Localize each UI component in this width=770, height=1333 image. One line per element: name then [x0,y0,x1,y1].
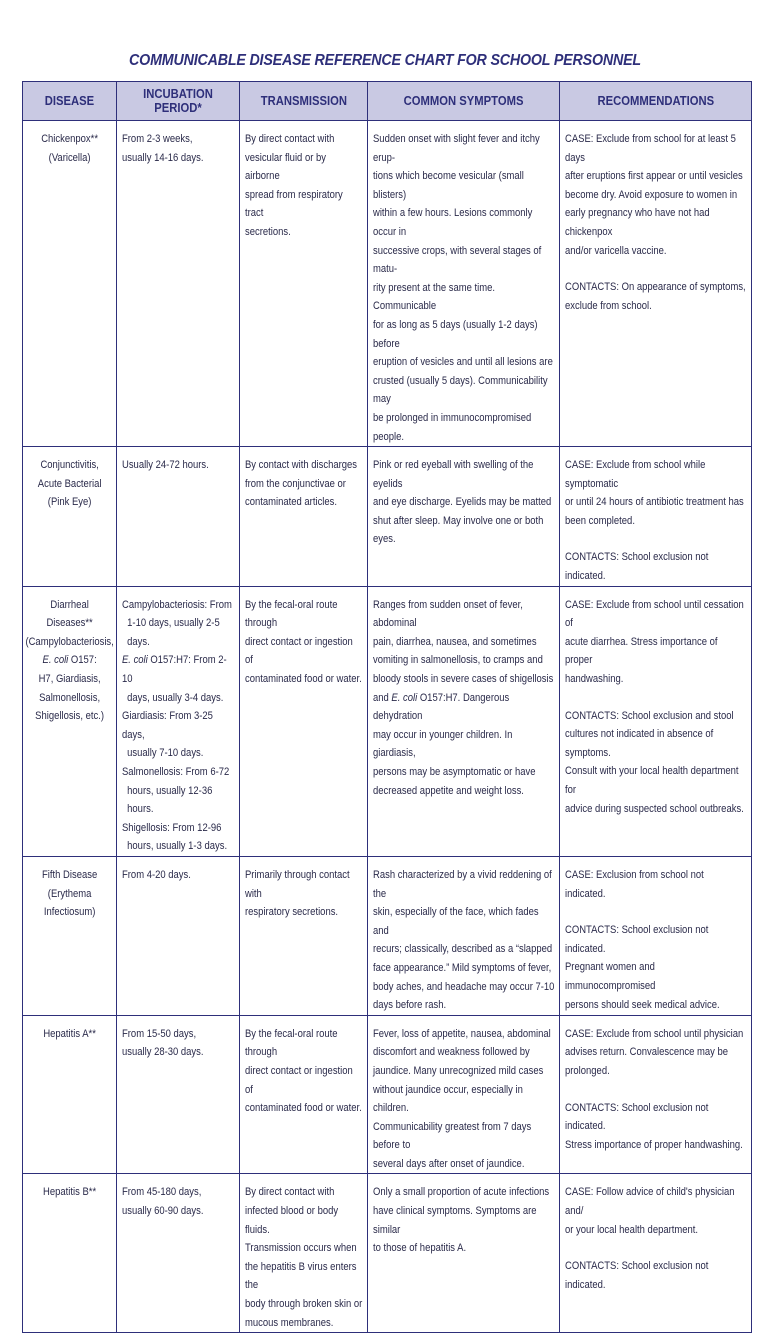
contacts-recommendation-line: exclude from school. [565,299,652,312]
disease-reference-table [22,81,752,1333]
transmission-line: contaminated food or water. [245,1102,362,1115]
cell-symptoms [368,1015,560,1174]
case-recommendation-line: handwashing. [565,673,624,686]
contacts-recommendation-line: advice during suspected school outbreaks. [565,802,744,815]
cell-symptoms [368,121,560,447]
symptoms-line: discomfort and weakness followed by [373,1046,530,1059]
disease-name-line: (Pink Eye) [47,496,92,509]
incubation-line: From 15-50 days, [122,1027,197,1040]
transmission-line: secretions. [245,225,291,238]
cell-incubation [117,1174,240,1333]
contacts-recommendation-line: CONTACTS: School exclusion not indicated. [565,924,709,955]
incubation-line: Usually 24-72 hours. [122,459,209,472]
case-recommendation-line: or your local health department. [565,1223,699,1236]
page-title: COMMUNICABLE DISEASE REFERENCE CHART FOR SCHOOL PERSONNEL [129,52,641,69]
contacts-recommendation-line: Stress importance of proper handwashing. [565,1138,743,1151]
incubation-line: Shigellosis: From 12-96 [122,821,222,834]
cell-disease [23,586,117,856]
spacer [565,689,747,707]
cell-disease [23,121,117,447]
spacer [565,903,747,921]
incubation-line: Campylobacteriosis: From [122,598,232,611]
symptoms-line: pain, diarrhea, nausea, and sometimes [373,635,537,648]
symptoms-line: may occur in younger children. In giardiasis, [373,728,513,760]
symptoms-line: have clinical symptoms. Symptoms are similar [373,1205,537,1236]
contacts-recommendation-line: CONTACTS: On appearance of symptoms, [565,281,746,294]
case-recommendation-line: CASE: Exclude from school until cessation of [565,598,744,630]
cell-recommendations [560,447,752,587]
disease-name-line: Diarrheal [50,598,89,611]
transmission-line: contaminated articles. [245,496,338,509]
incubation-line: hours, usually 12-36 hours. [127,784,213,816]
case-recommendation-line: and/or varicella vaccine. [565,244,667,257]
header-transmission: TRANSMISSION [240,82,368,121]
incubation-line: hours, usually 1-3 days. [127,840,228,853]
incubation-line: usually 14-16 days. [122,151,204,164]
transmission-line: the hepatitis B virus enters the [245,1260,357,1292]
disease-name-line: Shigellosis, etc.) [35,710,104,723]
incubation-line: usually 60-90 days. [122,1205,204,1218]
transmission-line: contaminated food or water. [245,673,362,686]
cell-incubation [117,586,240,856]
disease-name-line: Salmonellosis, [39,691,101,704]
symptoms-line: Ranges from sudden onset of fever, abdominal [373,598,523,630]
symptoms-line: several days after onset of jaundice. [373,1157,525,1170]
spacer [565,1081,747,1099]
spacer [565,530,747,548]
transmission-line: direct contact or ingestion of [245,1064,353,1096]
header-common-symptoms: COMMON SYMPTOMS [368,82,560,121]
transmission-line: By the fecal-oral route through [245,1027,338,1059]
cell-transmission [240,1015,368,1174]
symptoms-line: Rash characterized by a vivid reddening of the [373,868,552,900]
header-recommendations: RECOMMENDATIONS [560,82,752,121]
table-row [23,1015,752,1174]
transmission-line: mucous membranes. [245,1316,334,1329]
cell-incubation [117,856,240,1015]
symptoms-line: Sudden onset with slight fever and itchy erup- [373,133,540,164]
cell-symptoms [368,1174,560,1333]
disease-name-line: (Campylobacteriosis, [25,635,114,648]
contacts-recommendation-line: persons should seek medical advice. [565,998,720,1011]
symptoms-line: eruption of vesicles and until all lesions are [373,356,553,369]
header-incubation-period: INCUBATION PERIOD* [117,82,240,121]
disease-name-line: Diseases** [46,617,93,630]
transmission-line: direct contact or ingestion of [245,635,353,667]
table-row [23,856,752,1015]
symptoms-line: rity present at the same time. Communicable [373,281,495,313]
symptoms-line: without jaundice occur, especially in children. [373,1083,523,1115]
contacts-recommendation-line: CONTACTS: School exclusion not indicated. [565,1260,709,1291]
transmission-line: spread from respiratory tract [245,188,343,220]
contacts-recommendation-line: CONTACTS: School exclusion not indicated. [565,551,709,583]
case-recommendation-line: early pregnancy who have not had chickenpox [565,207,710,238]
disease-name-line: (Varicella) [48,151,91,164]
case-recommendation-line: CASE: Exclude from school until physician [565,1027,744,1040]
symptoms-line: and eye discharge. Eyelids may be matted [373,496,552,509]
incubation-line: 1-10 days, usually 2-5 days. [127,617,220,648]
cell-recommendations [560,1174,752,1333]
incubation-line: Salmonellosis: From 6-72 [122,766,230,778]
transmission-line: vesicular fluid or by airborne [245,151,326,183]
case-recommendation-line: become dry. Avoid exposure to women in [565,188,738,201]
disease-name-line: H7, Giardiasis, [38,673,101,686]
transmission-line: By contact with discharges [245,459,358,472]
cell-incubation [117,447,240,587]
symptoms-line: tions which become vesicular (small blisters) [373,170,524,201]
cell-transmission [240,447,368,587]
spacer [565,1239,747,1257]
case-recommendation-line: acute diarrhea. Stress importance of proper [565,635,718,667]
cell-recommendations [560,586,752,856]
symptoms-line: Fever, loss of appetite, nausea, abdominal [373,1027,551,1040]
disease-name-line: Hepatitis B** [42,1186,97,1199]
table-row [23,1174,752,1333]
disease-name-line: Hepatitis A** [43,1027,96,1040]
cell-disease [23,447,117,587]
disease-name-line: E. coli O157: [42,654,97,667]
cell-incubation [117,1015,240,1174]
contacts-recommendation-line: Pregnant women and immunocompromised [565,961,656,992]
cell-disease [23,856,117,1015]
case-recommendation-line: after eruptions first appear or until vesicles [565,170,743,183]
table-row [23,447,752,587]
symptoms-line: decreased appetite and weight loss. [373,784,524,797]
symptoms-line: Pink or red eyeball with swelling of the eyelids [373,459,534,490]
symptoms-line: body aches, and headache may occur 7-10 [373,980,555,993]
disease-name-line: Acute Bacterial [37,477,102,490]
cell-symptoms [368,586,560,856]
disease-name-line: Chickenpox** [41,133,98,145]
symptoms-line: and E. coli O157:H7. Dangerous dehydration [373,691,510,723]
symptoms-line: jaundice. Many unrecognized mild cases [373,1064,544,1077]
transmission-line: By the fecal-oral route through [245,598,338,630]
case-recommendation-line: CASE: Follow advice of child's physician and/ [565,1186,735,1218]
transmission-line: infected blood or body fluids. [245,1205,339,1236]
transmission-line: body through broken skin or [245,1298,363,1311]
cell-transmission [240,121,368,447]
symptoms-line: face appearance.” Mild symptoms of fever, [373,961,552,974]
symptoms-line: skin, especially of the face, which fades and [373,906,539,937]
cell-transmission [240,1174,368,1333]
case-recommendation-line: or until 24 hours of antibiotic treatment has [565,496,744,509]
symptoms-line: within a few hours. Lesions commonly occur in [373,207,533,238]
symptoms-line: Communicability greatest from 7 days before to [373,1120,532,1152]
transmission-line: from the conjunctivae or [245,477,346,490]
cell-transmission [240,856,368,1015]
table-row [23,586,752,856]
cell-recommendations [560,856,752,1015]
symptoms-line: successive crops, with several stages of matu- [373,244,542,276]
case-recommendation-line: advises return. Convalescence may be [565,1046,729,1059]
transmission-line: By direct contact with [245,133,335,145]
case-recommendation-line: prolonged. [565,1064,610,1077]
incubation-line: From 45-180 days, [122,1186,202,1199]
symptoms-line: bloody stools in severe cases of shigellosis [373,673,554,686]
symptoms-line: shut after sleep. May involve one or both eyes. [373,514,544,546]
case-recommendation-line: CASE: Exclude from school for at least 5 days [565,133,736,164]
contacts-recommendation-line: CONTACTS: School exclusion and stool [565,709,734,722]
disease-name-line: Conjunctivitis, [40,459,99,472]
transmission-line: Primarily through contact with [245,868,350,900]
incubation-line: E. coli O157:H7: From 2-10 [122,654,227,686]
cell-incubation [117,121,240,447]
transmission-line: respiratory secretions. [245,906,339,919]
disease-name-line: Fifth Disease [41,868,98,881]
disease-name-line: Infectiosum) [43,906,96,919]
contacts-recommendation-line: CONTACTS: School exclusion not indicated. [565,1101,709,1133]
symptoms-line: for as long as 5 days (usually 1-2 days) before [373,318,538,350]
spacer [565,260,747,278]
incubation-line: Giardiasis: From 3-25 days, [122,710,213,741]
symptoms-line: vomiting in salmonellosis, to cramps and [373,654,543,667]
symptoms-line: crusted (usually 5 days). Communicability may [373,374,548,406]
incubation-line: usually 7-10 days. [127,747,204,760]
table-row [23,121,752,447]
cell-disease [23,1174,117,1333]
incubation-line: From 4-20 days. [122,868,191,881]
contacts-recommendation-line: cultures not indicated in absence of symptoms. [565,728,714,759]
header-disease: DISEASE [23,82,117,121]
table-header-row [23,82,752,121]
cell-disease [23,1015,117,1174]
symptoms-line: persons may be asymptomatic or have [373,766,536,778]
incubation-line: From 2-3 weeks, [122,133,193,145]
symptoms-line: to those of hepatitis A. [373,1242,467,1255]
symptoms-line: days before rash. [373,999,447,1012]
incubation-line: usually 28-30 days. [122,1046,204,1059]
cell-symptoms [368,856,560,1015]
symptoms-line: recurs; classically, described as a “slapped [373,943,553,956]
transmission-line: By direct contact with [245,1186,335,1199]
contacts-recommendation-line: Consult with your local health department for [565,765,739,796]
symptoms-line: be prolonged in immunocompromised people. [373,411,532,443]
case-recommendation-line: CASE: Exclusion from school not indicated. [565,868,704,900]
case-recommendation-line: CASE: Exclude from school while symptomatic [565,459,706,490]
symptoms-line: Only a small proportion of acute infections [373,1186,550,1199]
transmission-line: Transmission occurs when [245,1242,357,1255]
cell-recommendations [560,121,752,447]
cell-symptoms [368,447,560,587]
case-recommendation-line: been completed. [565,514,635,527]
incubation-line: days, usually 3-4 days. [127,691,224,704]
cell-recommendations [560,1015,752,1174]
disease-name-line: (Erythema [47,887,92,900]
cell-transmission [240,586,368,856]
